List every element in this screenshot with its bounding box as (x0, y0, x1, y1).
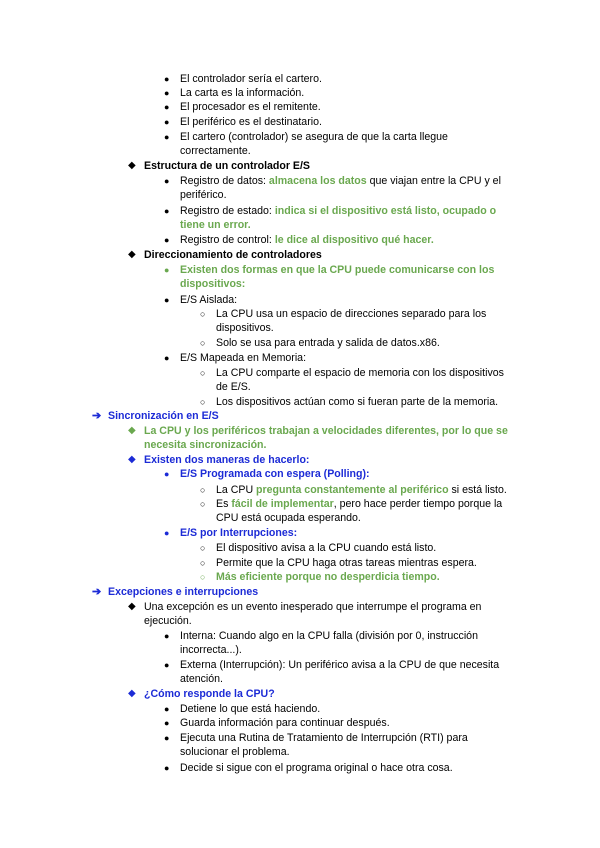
section-heading: Excepciones e interrupciones (108, 586, 259, 598)
bullet-circle-icon: ○ (200, 309, 206, 319)
text-line: El periférico es el destinatario. (180, 116, 322, 128)
text-line: El procesador es el remitente. (180, 101, 321, 113)
text-span: Registro de control: (180, 234, 275, 246)
text-line (180, 174, 501, 188)
bullet-diamond-icon: ◆ (128, 249, 136, 260)
bullet-dot-icon: ● (164, 102, 170, 112)
text-span: Registro de estado: (180, 205, 275, 217)
bullet-diamond-icon: ◆ (128, 454, 136, 465)
highlight-green: le dice al dispositivo qué hacer. (274, 234, 434, 246)
bullet-circle-icon: ○ (200, 338, 206, 348)
text-line: Existen dos formas en que la CPU puede comunicarse con los (180, 264, 495, 276)
text-line: Decide si sigue con el programa original o hace otra cosa. (180, 762, 453, 774)
text-span: que viajan entre la CPU y el (366, 175, 501, 187)
text-span: , pero hace perder tiempo porque la (333, 498, 503, 510)
text-line: Una excepción es un evento inesperado que interrumpe el programa en (144, 601, 482, 613)
text-span: Es (216, 498, 232, 510)
text-line: Interna: Cuando algo en la CPU falla (división por 0, instrucción (180, 630, 478, 642)
bullet-dot-icon: ● (164, 353, 170, 363)
highlight-green: indica si el dispositivo está listo, ocupado o (274, 205, 497, 217)
text-line: E/S por Interrupciones: (180, 527, 298, 539)
text-line: Ejecuta una Rutina de Tratamiento de Interrupción (RTI) para (180, 732, 468, 744)
highlight-green: fácil de implementar (231, 498, 334, 510)
text-line: periférico. (180, 189, 227, 201)
text-span: Registro de datos: (180, 175, 269, 187)
bullet-dot-icon: ● (164, 733, 170, 743)
text-line: Más eficiente porque no desperdicia tiempo. (216, 571, 440, 583)
text-line: de E/S. (216, 381, 251, 393)
bullet-circle-icon: ○ (200, 368, 206, 378)
bullet-diamond-icon: ◆ (128, 601, 136, 612)
bullet-dot-icon: ● (164, 704, 170, 714)
bullet-circle-icon: ○ (200, 558, 206, 568)
text-line: incorrecta...). (180, 644, 242, 656)
text-line: solucionar el problema. (180, 746, 290, 758)
bullet-circle-icon: ○ (200, 485, 206, 495)
highlight-green: pregunta constantemente al periférico (256, 484, 449, 496)
bullet-dot-icon: ● (164, 88, 170, 98)
text-line: Permite que la CPU haga otras tareas mientras espera. (216, 557, 477, 569)
text-line: CPU está ocupada esperando. (216, 512, 361, 524)
text-line: correctamente. (180, 145, 251, 157)
bullet-dot-icon: ● (164, 763, 170, 773)
bullet-circle-icon: ○ (200, 543, 206, 553)
highlight-green: almacena los datos (268, 175, 367, 187)
bullet-dot-icon: ● (164, 265, 170, 275)
bullet-dot-icon: ● (164, 176, 170, 186)
arrow-right-icon: ➔ (92, 410, 102, 422)
text-line: Externa (Interrupción): Un periférico avisa a la CPU de que necesita (180, 659, 500, 671)
bullet-dot-icon: ● (164, 117, 170, 127)
text-line: ejecución. (144, 615, 192, 627)
text-line: Los dispositivos actúan como si fueran parte de la memoria. (216, 396, 499, 408)
text-line: El dispositivo avisa a la CPU cuando está listo. (216, 542, 437, 554)
arrow-right-icon: ➔ (92, 586, 102, 598)
bullet-circle-icon: ○ (200, 572, 206, 582)
bullet-circle-icon: ○ (200, 499, 206, 509)
text-line: Detiene lo que está haciendo. (180, 703, 321, 715)
text-line (216, 483, 507, 497)
bullet-dot-icon: ● (164, 206, 170, 216)
text-line: E/S Programada con espera (Polling): (180, 468, 370, 480)
text-line: dispositivos: (180, 278, 246, 290)
bullet-dot-icon: ● (164, 235, 170, 245)
text-span: La CPU (216, 484, 257, 496)
text-line: atención. (180, 673, 223, 685)
text-line: E/S Aislada: (180, 294, 238, 306)
bullet-circle-icon: ○ (200, 397, 206, 407)
text-line: La CPU usa un espacio de direcciones separado para los (216, 308, 487, 320)
text-line: E/S Mapeada en Memoria: (180, 352, 307, 364)
text-line (180, 204, 496, 218)
section-heading: Direccionamiento de controladores (144, 249, 322, 261)
section-heading: Estructura de un controlador E/S (144, 160, 310, 172)
section-heading: Existen dos maneras de hacerlo: (144, 454, 310, 466)
text-line: necesita sincronización. (144, 439, 267, 451)
bullet-diamond-icon: ◆ (128, 160, 136, 171)
bullet-dot-icon: ● (164, 631, 170, 641)
text-line: El controlador sería el cartero. (180, 73, 322, 85)
text-line (216, 497, 502, 511)
bullet-dot-icon: ● (164, 660, 170, 670)
text-line: La CPU comparte el espacio de memoria con los dispositivos (216, 367, 504, 379)
bullet-dot-icon: ● (164, 528, 170, 538)
bullet-diamond-icon: ◆ (128, 425, 136, 436)
text-line: Guarda información para continuar después. (180, 717, 390, 729)
section-heading: Sincronización en E/S (108, 410, 219, 422)
text-line: tiene un error. (180, 219, 251, 231)
bullet-dot-icon: ● (164, 132, 170, 142)
bullet-dot-icon: ● (164, 74, 170, 84)
text-line: Solo se usa para entrada y salida de datos.x86. (216, 337, 440, 349)
bullet-dot-icon: ● (164, 718, 170, 728)
bullet-diamond-icon: ◆ (128, 688, 136, 699)
text-span: si está listo. (448, 484, 507, 496)
text-line (180, 233, 434, 247)
bullet-dot-icon: ● (164, 295, 170, 305)
text-line: El cartero (controlador) se asegura de que la carta llegue (180, 131, 448, 143)
section-heading: ¿Cómo responde la CPU? (144, 688, 275, 700)
bullet-dot-icon: ● (164, 469, 170, 479)
text-line: dispositivos. (216, 322, 274, 334)
text-line: La carta es la información. (180, 87, 305, 99)
text-line: La CPU y los periféricos trabajan a velocidades diferentes, por lo que se (144, 425, 508, 437)
